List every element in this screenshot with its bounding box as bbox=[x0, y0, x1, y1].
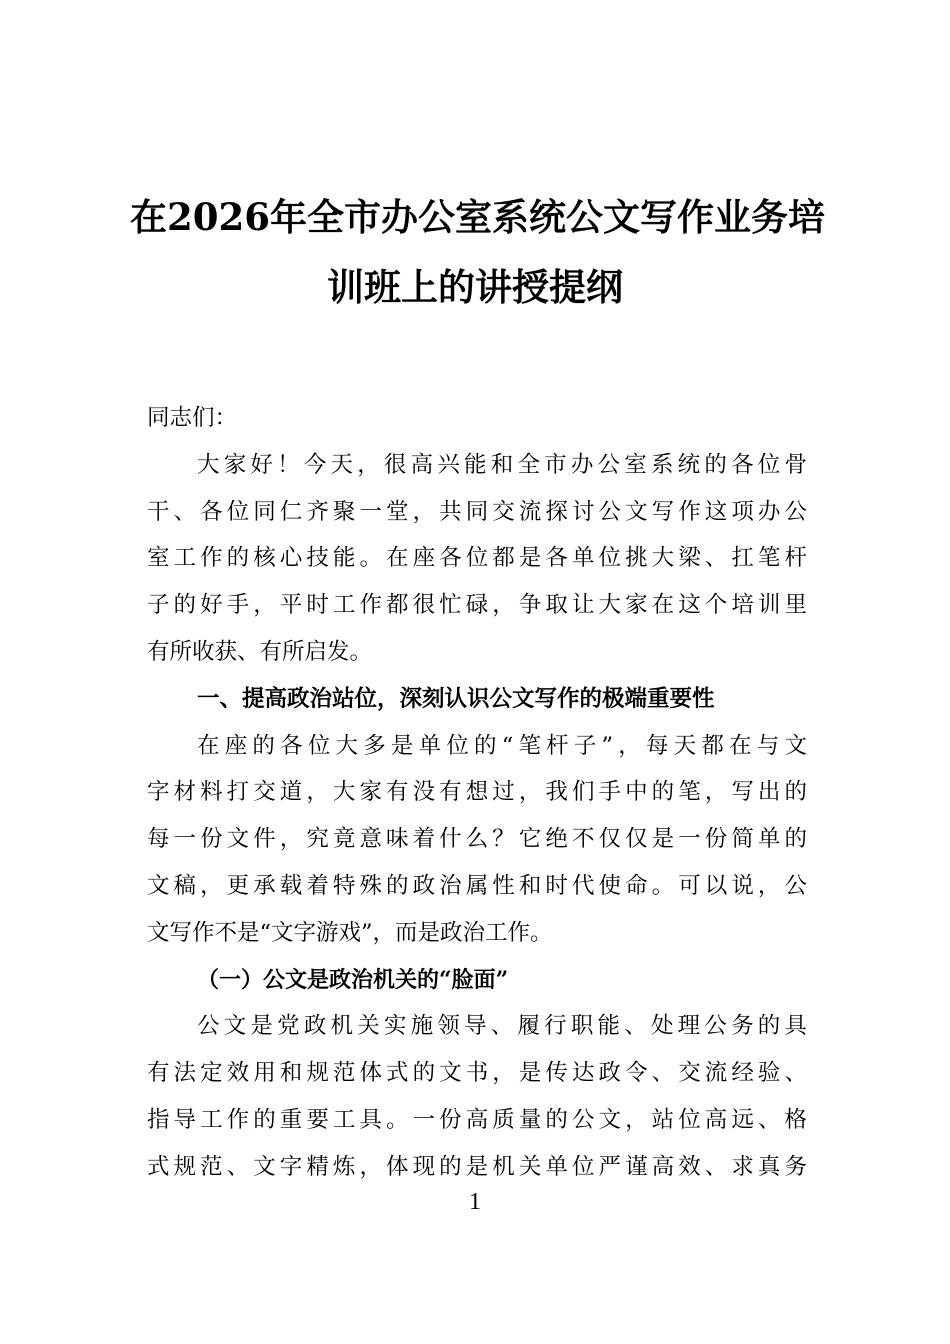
document-title-line-2: 训班上的讲授提纲 bbox=[327, 265, 623, 309]
paragraph-line: 公文是党政机关实施领导、履行职能、处理公务的具 bbox=[197, 1013, 807, 1040]
paragraph-line: 有所收获、有所启发。 bbox=[147, 638, 373, 665]
paragraph-line: 文写作不是“文字游戏”，而是政治工作。 bbox=[147, 919, 553, 946]
paragraph-line: 干、各位同仁齐聚一堂，共同交流探讨公文写作这项办公 bbox=[147, 498, 807, 525]
document-title-line-1: 在2026年全市办公室系统公文写作业务培 bbox=[130, 195, 825, 239]
paragraph-line: 在座的各位大多是单位的“笔杆子”，每天都在与文 bbox=[197, 732, 807, 759]
body-lines bbox=[147, 442, 807, 1191]
paragraph-line: 室工作的核心技能。在座各位都是各单位挑大梁、扛笔杆 bbox=[147, 545, 807, 572]
paragraph-line: 子的好手，平时工作都很忙碌，争取让大家在这个培训里 bbox=[147, 592, 807, 619]
document-body bbox=[147, 395, 807, 1191]
page-number: 1 bbox=[469, 1189, 481, 1215]
paragraph-line: 有法定效用和规范体式的文书，是传达政令、交流经验、 bbox=[147, 1060, 807, 1087]
paragraph-line: 每一份文件，究竟意味着什么？它绝不仅仅是一份简单的 bbox=[147, 826, 807, 853]
paragraph-line: 大家好！今天，很高兴能和全市办公室系统的各位骨 bbox=[197, 451, 807, 478]
section-heading: 一、提高政治站位，深刻认识公文写作的极端重要性 bbox=[197, 685, 715, 712]
paragraph-line: 式规范、文字精炼，体现的是机关单位严谨高效、求真务 bbox=[147, 1153, 807, 1180]
paragraph-line: 字材料打交道，大家有没有想过，我们手中的笔，写出的 bbox=[147, 779, 807, 806]
paragraph-line: 文稿，更承载着特殊的政治属性和时代使命。可以说，公 bbox=[147, 872, 807, 899]
paragraph-line: 指导工作的重要工具。一份高质量的公文，站位高远、格 bbox=[147, 1106, 807, 1133]
subsection-heading: （一）公文是政治机关的“脸面” bbox=[197, 966, 509, 993]
salutation: 同志们： bbox=[147, 405, 238, 431]
